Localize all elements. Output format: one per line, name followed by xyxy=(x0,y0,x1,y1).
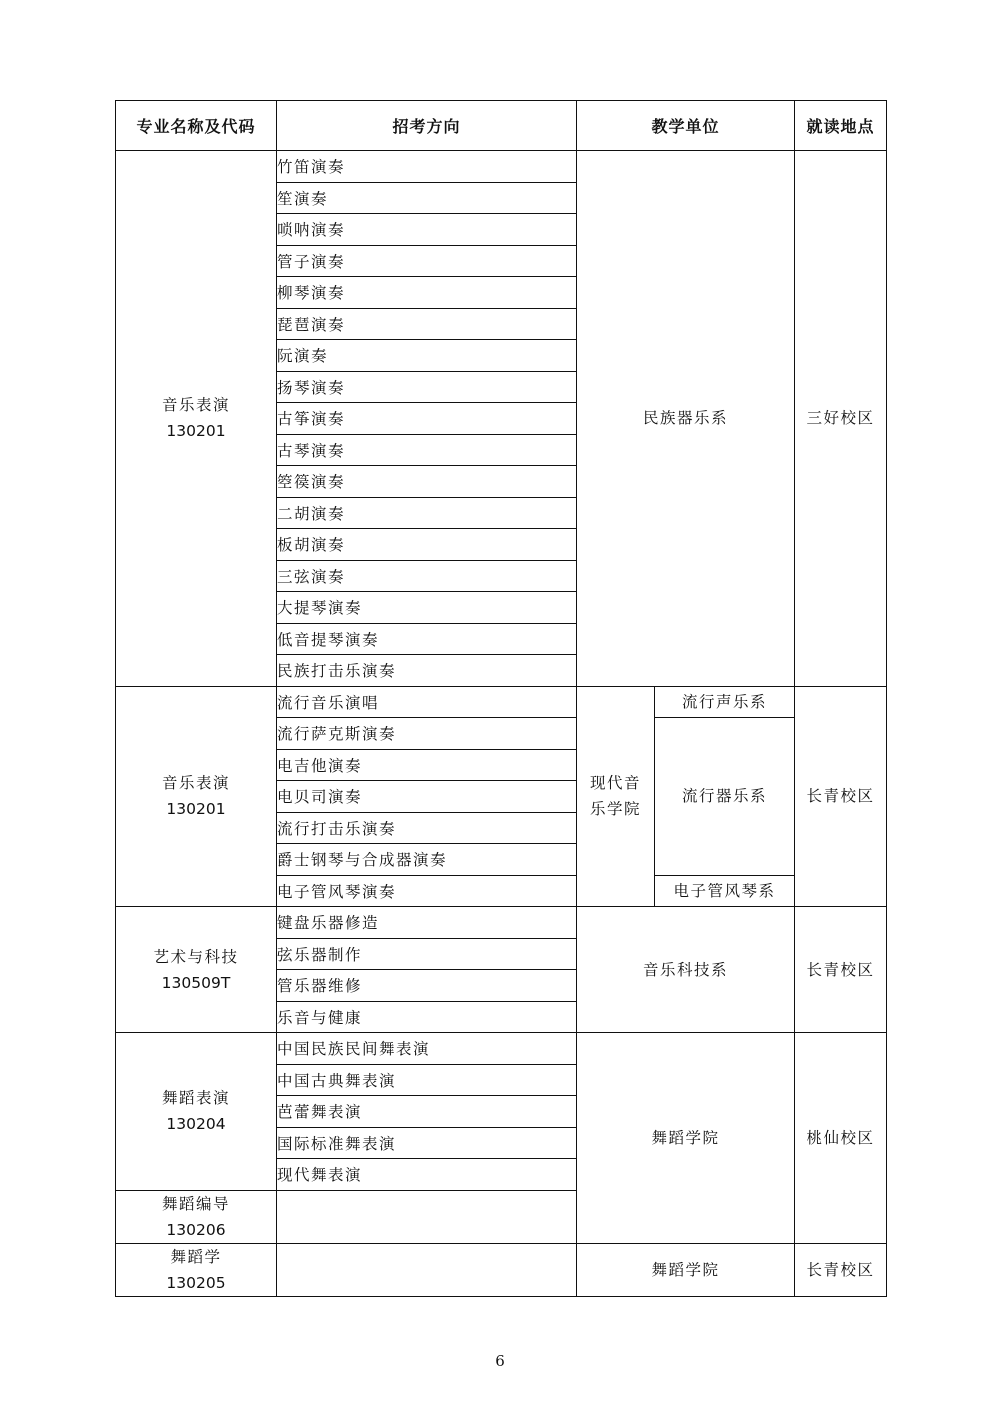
table-row xyxy=(116,686,887,718)
college-cell xyxy=(577,686,655,907)
direction-cell: 弦乐器制作 xyxy=(277,938,577,970)
header-major: 专业名称及代码 xyxy=(116,101,277,151)
direction-cell: 箜篌演奏 xyxy=(277,466,577,498)
college-line: 现代音 xyxy=(589,774,641,793)
direction-cell: 阮演奏 xyxy=(277,340,577,372)
major-cell xyxy=(116,907,277,1033)
direction-cell: 电贝司演奏 xyxy=(277,781,577,813)
direction-cell: 板胡演奏 xyxy=(277,529,577,561)
major-name: 舞蹈学 xyxy=(170,1247,222,1266)
college-line: 乐学院 xyxy=(589,800,641,819)
major-cell xyxy=(116,686,277,907)
direction-cell: 电吉他演奏 xyxy=(277,749,577,781)
dept-cell: 流行声乐系 xyxy=(655,686,795,718)
direction-cell: 大提琴演奏 xyxy=(277,592,577,624)
major-code: 130205 xyxy=(166,1273,226,1292)
header-unit: 教学单位 xyxy=(577,101,795,151)
header-row xyxy=(116,101,887,151)
direction-cell: 流行萨克斯演奏 xyxy=(277,718,577,750)
direction-cell: 管乐器维修 xyxy=(277,970,577,1002)
direction-cell: 现代舞表演 xyxy=(277,1159,577,1191)
direction-cell: 古筝演奏 xyxy=(277,403,577,435)
major-cell xyxy=(116,1033,277,1191)
major-code: 130201 xyxy=(166,800,226,819)
campus-cell: 桃仙校区 xyxy=(795,1033,887,1244)
unit-cell: 民族器乐系 xyxy=(577,151,795,687)
major-name: 音乐表演 xyxy=(161,774,230,793)
direction-cell: 唢呐演奏 xyxy=(277,214,577,246)
table-row xyxy=(116,1033,887,1065)
direction-cell: 键盘乐器修造 xyxy=(277,907,577,939)
direction-cell: 国际标准舞表演 xyxy=(277,1127,577,1159)
direction-cell: 电子管风琴演奏 xyxy=(277,875,577,907)
direction-cell: 古琴演奏 xyxy=(277,434,577,466)
direction-cell: 二胡演奏 xyxy=(277,497,577,529)
header-campus: 就读地点 xyxy=(795,101,887,151)
direction-cell: 爵士钢琴与合成器演奏 xyxy=(277,844,577,876)
direction-cell: 芭蕾舞表演 xyxy=(277,1096,577,1128)
major-name: 音乐表演 xyxy=(161,396,230,415)
direction-cell: 乐音与健康 xyxy=(277,1001,577,1033)
major-name: 舞蹈编导 xyxy=(161,1194,230,1213)
direction-cell: 竹笛演奏 xyxy=(277,151,577,183)
direction-cell-empty xyxy=(277,1190,577,1243)
major-cell xyxy=(116,1243,277,1296)
table-row xyxy=(116,907,887,939)
direction-cell: 民族打击乐演奏 xyxy=(277,655,577,687)
unit-cell: 舞蹈学院 xyxy=(577,1243,795,1296)
direction-cell: 低音提琴演奏 xyxy=(277,623,577,655)
direction-cell: 笙演奏 xyxy=(277,182,577,214)
major-name: 艺术与科技 xyxy=(153,947,239,966)
campus-cell: 长青校区 xyxy=(795,686,887,907)
major-code: 130201 xyxy=(166,422,226,441)
major-cell xyxy=(116,1190,277,1243)
major-name: 舞蹈表演 xyxy=(161,1089,230,1108)
major-code: 130509T xyxy=(161,973,231,992)
campus-cell: 长青校区 xyxy=(795,1243,887,1296)
dept-cell: 流行器乐系 xyxy=(655,718,795,876)
admissions-table xyxy=(115,100,887,1297)
major-code: 130204 xyxy=(166,1115,226,1134)
table-row xyxy=(116,1243,887,1296)
direction-cell: 中国古典舞表演 xyxy=(277,1064,577,1096)
campus-cell: 长青校区 xyxy=(795,907,887,1033)
page-number: 6 xyxy=(495,1352,505,1370)
major-cell xyxy=(116,151,277,687)
direction-cell: 流行打击乐演奏 xyxy=(277,812,577,844)
direction-cell-empty xyxy=(277,1243,577,1296)
direction-cell: 三弦演奏 xyxy=(277,560,577,592)
header-direction: 招考方向 xyxy=(277,101,577,151)
table-row xyxy=(116,151,887,183)
direction-cell: 中国民族民间舞表演 xyxy=(277,1033,577,1065)
unit-cell: 音乐科技系 xyxy=(577,907,795,1033)
dept-cell: 电子管风琴系 xyxy=(655,875,795,907)
direction-cell: 流行音乐演唱 xyxy=(277,686,577,718)
unit-cell: 舞蹈学院 xyxy=(577,1033,795,1244)
direction-cell: 琵琶演奏 xyxy=(277,308,577,340)
major-code: 130206 xyxy=(166,1220,226,1239)
campus-cell: 三好校区 xyxy=(795,151,887,687)
direction-cell: 扬琴演奏 xyxy=(277,371,577,403)
direction-cell: 管子演奏 xyxy=(277,245,577,277)
direction-cell: 柳琴演奏 xyxy=(277,277,577,309)
